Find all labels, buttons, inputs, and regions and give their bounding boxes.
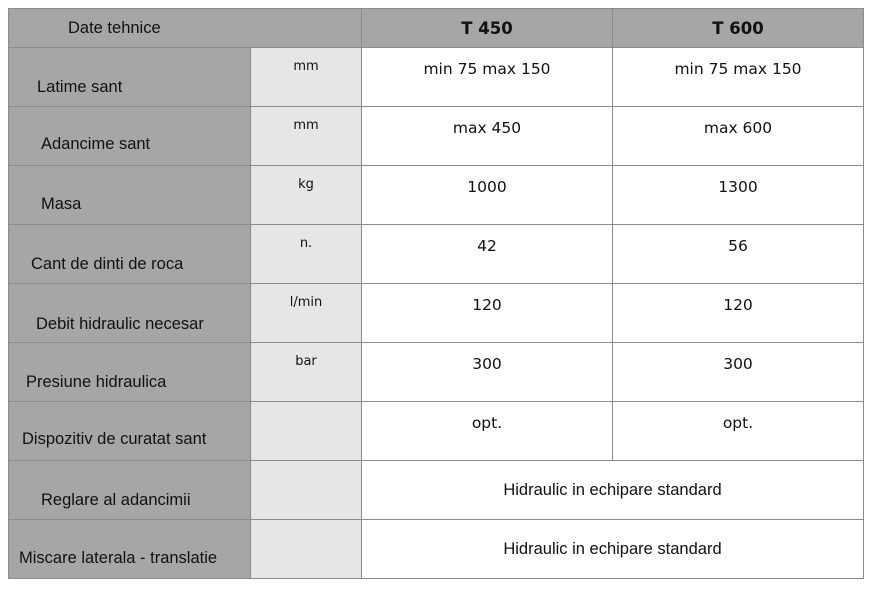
row-unit-cell	[251, 284, 362, 343]
row-value-t600	[613, 225, 864, 284]
row-value-t600	[613, 343, 864, 402]
row-unit-cell	[251, 225, 362, 284]
value-t600: min 75 max 150	[674, 60, 802, 78]
table-row	[9, 166, 864, 225]
row-label: Latime sant	[37, 78, 123, 96]
value-t600: opt.	[722, 414, 754, 432]
row-label-cell	[9, 520, 251, 579]
row-label: Miscare laterala - translatie	[19, 548, 218, 567]
row-label-cell	[9, 107, 251, 166]
row-unit: mm	[293, 118, 319, 133]
value-t600: 120	[723, 296, 753, 314]
value-t600: max 600	[703, 119, 773, 137]
table-header-row	[9, 9, 864, 48]
row-unit	[251, 461, 361, 472]
technical-data-table	[8, 8, 864, 579]
value-t450: min 75 max 150	[423, 60, 551, 78]
value-t450: 1000	[467, 178, 507, 196]
row-unit-cell	[251, 402, 362, 461]
row-label: Debit hidraulic necesar	[36, 314, 204, 333]
header-label-cell	[9, 9, 362, 48]
row-label-cell	[9, 402, 251, 461]
value-t600: 1300	[718, 178, 758, 196]
row-unit-cell	[251, 343, 362, 402]
table-row	[9, 343, 864, 402]
row-unit-cell	[251, 166, 362, 225]
row-label: Masa	[41, 195, 82, 213]
row-label-cell	[9, 225, 251, 284]
row-unit	[251, 402, 361, 413]
value-t600: 56	[728, 237, 748, 255]
row-label-cell	[9, 343, 251, 402]
row-unit-cell	[251, 520, 362, 579]
row-unit-cell	[251, 107, 362, 166]
table-row	[9, 284, 864, 343]
row-value-t450	[362, 166, 613, 225]
row-value-t450	[362, 225, 613, 284]
header-label: Date tehnice	[68, 18, 161, 37]
row-unit-cell	[251, 461, 362, 520]
row-unit: bar	[295, 354, 317, 369]
row-unit: l/min	[289, 295, 323, 310]
row-value-merged: Hidraulic in echipare standard	[362, 461, 864, 520]
value-t450: 42	[477, 237, 497, 255]
row-value-t600	[613, 284, 864, 343]
row-label: Cant de dinti de roca	[31, 255, 184, 273]
row-label: Dispozitiv de curatat sant	[22, 430, 207, 448]
value-t450: 120	[472, 296, 502, 314]
row-value-t450	[362, 48, 613, 107]
row-value-t600	[613, 166, 864, 225]
value-t450: max 450	[452, 119, 522, 137]
row-value-merged: Hidraulic in echipare standard	[362, 520, 864, 579]
row-unit-cell	[251, 48, 362, 107]
row-label-cell	[9, 461, 251, 520]
row-label: Adancime sant	[41, 134, 151, 153]
header-model-t450: T 450	[362, 9, 613, 48]
value-t600: 300	[723, 355, 753, 373]
row-label: Presiune hidraulica	[26, 373, 167, 391]
table-row	[9, 461, 864, 520]
row-unit: n.	[299, 236, 313, 251]
row-label-cell	[9, 48, 251, 107]
table-row	[9, 48, 864, 107]
row-value-t600	[613, 402, 864, 461]
row-value-t450	[362, 343, 613, 402]
value-t450: 300	[472, 355, 502, 373]
header-model-t600: T 600	[613, 9, 864, 48]
row-value-t600	[613, 107, 864, 166]
row-unit	[251, 520, 361, 531]
row-value-t450	[362, 107, 613, 166]
row-value-t450	[362, 402, 613, 461]
row-value-t600	[613, 48, 864, 107]
table-row	[9, 225, 864, 284]
table-row	[9, 402, 864, 461]
table-row	[9, 107, 864, 166]
row-unit: kg	[298, 177, 314, 192]
row-unit: mm	[293, 59, 319, 74]
row-value-t450	[362, 284, 613, 343]
value-t450: opt.	[471, 414, 503, 432]
row-label-cell	[9, 166, 251, 225]
row-label: Reglare al adancimii	[41, 491, 191, 509]
row-label-cell	[9, 284, 251, 343]
table-row	[9, 520, 864, 579]
